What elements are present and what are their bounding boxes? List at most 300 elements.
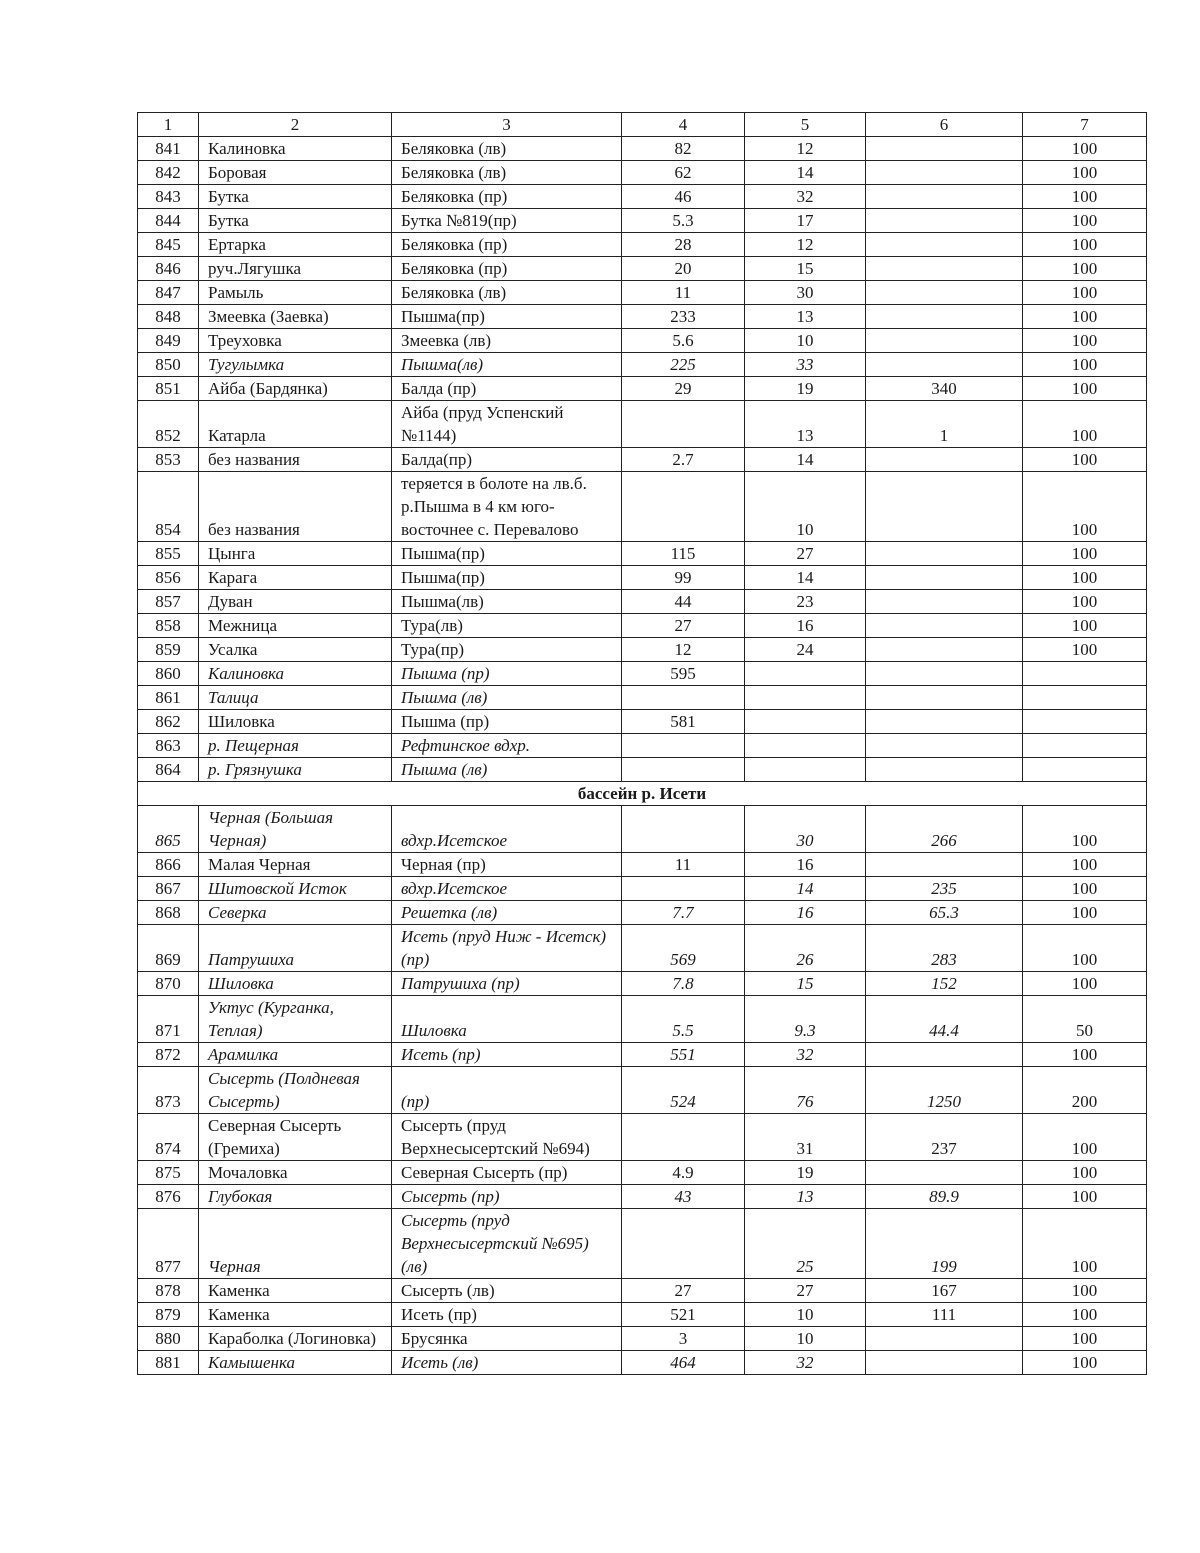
table-cell: Айба (пруд Успенский №1144) xyxy=(392,401,622,448)
table-cell xyxy=(866,566,1023,590)
table-cell: 225 xyxy=(622,353,745,377)
table-cell: Мочаловка xyxy=(199,1161,392,1185)
table-cell: 233 xyxy=(622,305,745,329)
table-cell: Брусянка xyxy=(392,1327,622,1351)
table-row xyxy=(138,1185,1147,1209)
table-cell xyxy=(866,257,1023,281)
table-cell: Калиновка xyxy=(199,137,392,161)
table-cell: 859 xyxy=(138,638,199,662)
table-cell: 879 xyxy=(138,1303,199,1327)
table-cell: 861 xyxy=(138,686,199,710)
table-cell xyxy=(866,734,1023,758)
table-cell xyxy=(866,710,1023,734)
table-cell xyxy=(866,1351,1023,1375)
table-cell: 100 xyxy=(1023,185,1147,209)
table-cell: вдхр.Исетское xyxy=(392,877,622,901)
table-row xyxy=(138,161,1147,185)
table-cell: 24 xyxy=(745,638,866,662)
table-row xyxy=(138,686,1147,710)
table-cell xyxy=(866,662,1023,686)
header-cell: 7 xyxy=(1023,113,1147,137)
table-cell: 32 xyxy=(745,1351,866,1375)
table-cell: Беляковка (пр) xyxy=(392,257,622,281)
table-row xyxy=(138,1114,1147,1161)
table-cell: 847 xyxy=(138,281,199,305)
table-cell: Цынга xyxy=(199,542,392,566)
table-cell: Арамилка xyxy=(199,1043,392,1067)
header-cell: 1 xyxy=(138,113,199,137)
header-cell: 4 xyxy=(622,113,745,137)
table-cell: 12 xyxy=(622,638,745,662)
table-cell: Исеть (лв) xyxy=(392,1351,622,1375)
table-cell: 569 xyxy=(622,925,745,972)
table-cell: без названия xyxy=(199,448,392,472)
table-cell: 464 xyxy=(622,1351,745,1375)
table-cell: 11 xyxy=(622,281,745,305)
table-cell: 852 xyxy=(138,401,199,448)
table-row xyxy=(138,257,1147,281)
table-cell: 5.6 xyxy=(622,329,745,353)
table-cell: 14 xyxy=(745,877,866,901)
table-cell: 864 xyxy=(138,758,199,782)
table-cell: 845 xyxy=(138,233,199,257)
table-cell xyxy=(866,353,1023,377)
table-cell: Пышма (пр) xyxy=(392,662,622,686)
table-row xyxy=(138,925,1147,972)
table-cell: 100 xyxy=(1023,1185,1147,1209)
table-cell xyxy=(866,209,1023,233)
table-cell: 871 xyxy=(138,996,199,1043)
table-cell: 100 xyxy=(1023,377,1147,401)
table-row xyxy=(138,377,1147,401)
table-row xyxy=(138,209,1147,233)
table-cell: Дуван xyxy=(199,590,392,614)
table-row xyxy=(138,877,1147,901)
table-cell xyxy=(866,281,1023,305)
table-cell: 30 xyxy=(745,806,866,853)
table-cell: 100 xyxy=(1023,472,1147,542)
table-cell: 100 xyxy=(1023,590,1147,614)
table-cell: Треуховка xyxy=(199,329,392,353)
table-cell: 115 xyxy=(622,542,745,566)
table-cell: Черная (пр) xyxy=(392,853,622,877)
table-cell: 3 xyxy=(622,1327,745,1351)
table-cell: 100 xyxy=(1023,877,1147,901)
table-cell: 26 xyxy=(745,925,866,972)
table-cell: Змеевка (Заевка) xyxy=(199,305,392,329)
table-cell: Уктус (Курганка, Теплая) xyxy=(199,996,392,1043)
table-cell: 848 xyxy=(138,305,199,329)
table-cell: Каменка xyxy=(199,1279,392,1303)
table-cell: 100 xyxy=(1023,209,1147,233)
table-cell: 100 xyxy=(1023,257,1147,281)
table-cell: 100 xyxy=(1023,1327,1147,1351)
table-cell: 100 xyxy=(1023,281,1147,305)
table-cell: 17 xyxy=(745,209,866,233)
table-body xyxy=(138,113,1147,1375)
table-cell: 875 xyxy=(138,1161,199,1185)
table-row xyxy=(138,901,1147,925)
table-cell: 27 xyxy=(745,542,866,566)
table-cell: Северка xyxy=(199,901,392,925)
table-cell: 266 xyxy=(866,806,1023,853)
table-cell xyxy=(866,329,1023,353)
table-cell xyxy=(866,542,1023,566)
table-cell: 100 xyxy=(1023,566,1147,590)
table-row xyxy=(138,758,1147,782)
table-cell: Беляковка (лв) xyxy=(392,281,622,305)
table-cell: 14 xyxy=(745,566,866,590)
table-cell: 99 xyxy=(622,566,745,590)
table-cell: 340 xyxy=(866,377,1023,401)
table-cell: 20 xyxy=(622,257,745,281)
table-cell: Тура(пр) xyxy=(392,638,622,662)
table-cell: 14 xyxy=(745,448,866,472)
table-cell: теряется в болоте на лв.б. р.Пышма в 4 км юго-восточнее с. Перевалово xyxy=(392,472,622,542)
table-cell: 877 xyxy=(138,1209,199,1279)
table-cell: 7.7 xyxy=(622,901,745,925)
table-cell: 28 xyxy=(622,233,745,257)
table-row xyxy=(138,1327,1147,1351)
table-cell: Глубокая xyxy=(199,1185,392,1209)
table-cell: 860 xyxy=(138,662,199,686)
header-cell: 3 xyxy=(392,113,622,137)
table-cell: Змеевка (лв) xyxy=(392,329,622,353)
table-cell xyxy=(1023,686,1147,710)
table-cell xyxy=(622,1114,745,1161)
table-cell: 841 xyxy=(138,137,199,161)
table-cell: 167 xyxy=(866,1279,1023,1303)
table-cell: 65.3 xyxy=(866,901,1023,925)
table-cell: 874 xyxy=(138,1114,199,1161)
table-cell xyxy=(866,853,1023,877)
table-row xyxy=(138,1209,1147,1279)
table-cell xyxy=(745,710,866,734)
table-cell: Шиловка xyxy=(199,710,392,734)
table-row xyxy=(138,662,1147,686)
table-cell: Малая Черная xyxy=(199,853,392,877)
table-cell: 25 xyxy=(745,1209,866,1279)
table-cell: Шиловка xyxy=(199,972,392,996)
table-cell: 849 xyxy=(138,329,199,353)
table-cell xyxy=(866,686,1023,710)
table-cell: Сысерть (пруд Верхнесысертский №694) xyxy=(392,1114,622,1161)
header-row xyxy=(138,113,1147,137)
table-cell: 595 xyxy=(622,662,745,686)
table-cell: Айба (Бардянка) xyxy=(199,377,392,401)
table-cell: 235 xyxy=(866,877,1023,901)
table-cell: Балда (пр) xyxy=(392,377,622,401)
table-cell: 43 xyxy=(622,1185,745,1209)
table-cell: Тура(лв) xyxy=(392,614,622,638)
table-row xyxy=(138,472,1147,542)
table-cell: 881 xyxy=(138,1351,199,1375)
table-row xyxy=(138,401,1147,448)
table-cell xyxy=(866,614,1023,638)
table-cell xyxy=(622,1209,745,1279)
table-cell: 13 xyxy=(745,305,866,329)
table-cell: 551 xyxy=(622,1043,745,1067)
table-cell: 14 xyxy=(745,161,866,185)
table-cell: 866 xyxy=(138,853,199,877)
table-row xyxy=(138,1043,1147,1067)
table-cell: 100 xyxy=(1023,1043,1147,1067)
table-cell: 843 xyxy=(138,185,199,209)
table-cell: Беляковка (пр) xyxy=(392,185,622,209)
table-cell: 854 xyxy=(138,472,199,542)
table-cell: 15 xyxy=(745,972,866,996)
table-cell xyxy=(745,686,866,710)
table-cell: Сысерть (пр) xyxy=(392,1185,622,1209)
table-cell: 1 xyxy=(866,401,1023,448)
table-cell xyxy=(622,877,745,901)
table-cell: Пышма (пр) xyxy=(392,710,622,734)
table-cell: Калиновка xyxy=(199,662,392,686)
section-row xyxy=(138,782,1147,806)
table-cell: 100 xyxy=(1023,137,1147,161)
table-cell: 100 xyxy=(1023,233,1147,257)
header-cell: 5 xyxy=(745,113,866,137)
table-cell: 876 xyxy=(138,1185,199,1209)
table-cell: 873 xyxy=(138,1067,199,1114)
table-cell: 10 xyxy=(745,329,866,353)
table-cell: руч.Лягушка xyxy=(199,257,392,281)
table-cell: 27 xyxy=(745,1279,866,1303)
table-cell: 870 xyxy=(138,972,199,996)
table-cell: Черная (Большая Черная) xyxy=(199,806,392,853)
table-cell: 5.3 xyxy=(622,209,745,233)
table-cell: 867 xyxy=(138,877,199,901)
table-cell: 82 xyxy=(622,137,745,161)
table-cell: Пышма (лв) xyxy=(392,686,622,710)
table-cell: 89.9 xyxy=(866,1185,1023,1209)
table-cell: 851 xyxy=(138,377,199,401)
table-row xyxy=(138,566,1147,590)
table-cell: 50 xyxy=(1023,996,1147,1043)
table-row xyxy=(138,185,1147,209)
table-cell: 152 xyxy=(866,972,1023,996)
table-cell: 5.5 xyxy=(622,996,745,1043)
table-cell: 19 xyxy=(745,377,866,401)
table-row xyxy=(138,353,1147,377)
table-cell: Сысерть (пруд Верхнесысертский №695) (лв) xyxy=(392,1209,622,1279)
table-cell: 10 xyxy=(745,472,866,542)
table-cell: Пышма(лв) xyxy=(392,590,622,614)
table-cell: 862 xyxy=(138,710,199,734)
table-cell: 76 xyxy=(745,1067,866,1114)
table-cell: 521 xyxy=(622,1303,745,1327)
table-cell: 200 xyxy=(1023,1067,1147,1114)
table-cell: Усалка xyxy=(199,638,392,662)
table-cell: 9.3 xyxy=(745,996,866,1043)
section-heading: бассейн р. Исети xyxy=(138,782,1147,806)
table-row xyxy=(138,710,1147,734)
table-cell xyxy=(622,472,745,542)
table-cell: Каменка xyxy=(199,1303,392,1327)
table-cell: 100 xyxy=(1023,161,1147,185)
table-row xyxy=(138,1303,1147,1327)
table-cell: р. Пещерная xyxy=(199,734,392,758)
table-cell: Исеть (пр) xyxy=(392,1043,622,1067)
table-row xyxy=(138,281,1147,305)
table-cell: 100 xyxy=(1023,1161,1147,1185)
table-cell: 100 xyxy=(1023,1114,1147,1161)
table-cell: 878 xyxy=(138,1279,199,1303)
table-cell: 100 xyxy=(1023,614,1147,638)
table-cell: 100 xyxy=(1023,925,1147,972)
table-cell xyxy=(866,137,1023,161)
table-cell: 7.8 xyxy=(622,972,745,996)
table-cell: Пышма (лв) xyxy=(392,758,622,782)
table-row xyxy=(138,448,1147,472)
table-cell: Бутка №819(пр) xyxy=(392,209,622,233)
table-cell: Балда(пр) xyxy=(392,448,622,472)
table-cell xyxy=(745,734,866,758)
table-cell: 856 xyxy=(138,566,199,590)
table-cell: 100 xyxy=(1023,1209,1147,1279)
table-cell: 10 xyxy=(745,1303,866,1327)
table-cell: Решетка (лв) xyxy=(392,901,622,925)
table-cell: 869 xyxy=(138,925,199,972)
table-cell: 283 xyxy=(866,925,1023,972)
table-cell: 100 xyxy=(1023,1351,1147,1375)
header-cell: 2 xyxy=(199,113,392,137)
table-row xyxy=(138,734,1147,758)
table-cell: 111 xyxy=(866,1303,1023,1327)
table-cell: 23 xyxy=(745,590,866,614)
table-cell: 1250 xyxy=(866,1067,1023,1114)
table-cell: Беляковка (пр) xyxy=(392,233,622,257)
table-cell: 237 xyxy=(866,1114,1023,1161)
table-row xyxy=(138,1351,1147,1375)
table-cell: Тугулымка xyxy=(199,353,392,377)
table-cell xyxy=(866,1043,1023,1067)
table-cell: 11 xyxy=(622,853,745,877)
table-cell: 62 xyxy=(622,161,745,185)
table-cell: 13 xyxy=(745,401,866,448)
table-cell xyxy=(1023,662,1147,686)
table-cell: Межница xyxy=(199,614,392,638)
table-cell: без названия xyxy=(199,472,392,542)
table-cell: 30 xyxy=(745,281,866,305)
table-cell xyxy=(866,161,1023,185)
table-cell: 100 xyxy=(1023,1279,1147,1303)
table-cell: 12 xyxy=(745,137,866,161)
table-cell xyxy=(866,1161,1023,1185)
table-cell: вдхр.Исетское xyxy=(392,806,622,853)
table-cell: 27 xyxy=(622,1279,745,1303)
table-cell: Сысерть (Полдневая Сысерть) xyxy=(199,1067,392,1114)
river-data-table xyxy=(137,112,1147,1375)
table-cell: 100 xyxy=(1023,1303,1147,1327)
table-cell: (пр) xyxy=(392,1067,622,1114)
table-cell: 858 xyxy=(138,614,199,638)
table-cell: Пышма(пр) xyxy=(392,566,622,590)
table-cell xyxy=(622,806,745,853)
table-cell: 100 xyxy=(1023,305,1147,329)
table-cell: Исеть (пруд Ниж - Исетск) (пр) xyxy=(392,925,622,972)
table-cell: Сысерть (лв) xyxy=(392,1279,622,1303)
table-row xyxy=(138,996,1147,1043)
table-cell: 846 xyxy=(138,257,199,281)
table-cell: Пышма(пр) xyxy=(392,305,622,329)
table-cell: 100 xyxy=(1023,853,1147,877)
table-cell: Ертарка xyxy=(199,233,392,257)
table-cell: 12 xyxy=(745,233,866,257)
table-cell: 16 xyxy=(745,901,866,925)
table-cell xyxy=(745,758,866,782)
table-cell: 44 xyxy=(622,590,745,614)
table-cell xyxy=(622,758,745,782)
table-cell: Бутка xyxy=(199,209,392,233)
table-cell: 100 xyxy=(1023,448,1147,472)
table-cell xyxy=(1023,710,1147,734)
table-cell: 10 xyxy=(745,1327,866,1351)
table-cell: 16 xyxy=(745,853,866,877)
table-row xyxy=(138,1279,1147,1303)
table-cell: 33 xyxy=(745,353,866,377)
table-cell: Камышенка xyxy=(199,1351,392,1375)
table-cell: 100 xyxy=(1023,401,1147,448)
table-cell: 2.7 xyxy=(622,448,745,472)
table-cell: 842 xyxy=(138,161,199,185)
table-cell: 46 xyxy=(622,185,745,209)
table-row xyxy=(138,233,1147,257)
table-cell xyxy=(866,590,1023,614)
table-cell: 19 xyxy=(745,1161,866,1185)
table-cell: 844 xyxy=(138,209,199,233)
table-cell: Катарла xyxy=(199,401,392,448)
table-cell xyxy=(866,1327,1023,1351)
table-cell: Черная xyxy=(199,1209,392,1279)
table-cell: 15 xyxy=(745,257,866,281)
table-cell: 44.4 xyxy=(866,996,1023,1043)
table-cell xyxy=(866,305,1023,329)
table-cell: 100 xyxy=(1023,972,1147,996)
table-cell: Боровая xyxy=(199,161,392,185)
table-cell xyxy=(866,758,1023,782)
table-cell: 100 xyxy=(1023,638,1147,662)
table-cell: р. Грязнушка xyxy=(199,758,392,782)
table-cell: 29 xyxy=(622,377,745,401)
table-cell: 27 xyxy=(622,614,745,638)
table-row xyxy=(138,137,1147,161)
table-cell: Карага xyxy=(199,566,392,590)
table-cell: 863 xyxy=(138,734,199,758)
table-row xyxy=(138,329,1147,353)
table-cell: Беляковка (лв) xyxy=(392,161,622,185)
table-cell xyxy=(866,233,1023,257)
table-cell: 857 xyxy=(138,590,199,614)
table-row xyxy=(138,1067,1147,1114)
table-cell: 199 xyxy=(866,1209,1023,1279)
table-cell: 13 xyxy=(745,1185,866,1209)
table-cell xyxy=(866,448,1023,472)
table-cell: 100 xyxy=(1023,901,1147,925)
table-cell: 855 xyxy=(138,542,199,566)
table-cell xyxy=(866,638,1023,662)
table-row xyxy=(138,305,1147,329)
header-cell: 6 xyxy=(866,113,1023,137)
table-row xyxy=(138,638,1147,662)
table-cell xyxy=(622,734,745,758)
table-cell xyxy=(1023,734,1147,758)
table-cell: Беляковка (лв) xyxy=(392,137,622,161)
table-cell: Рефтинское вдхр. xyxy=(392,734,622,758)
table-cell: 16 xyxy=(745,614,866,638)
table-cell xyxy=(1023,758,1147,782)
table-cell: Пышма(лв) xyxy=(392,353,622,377)
